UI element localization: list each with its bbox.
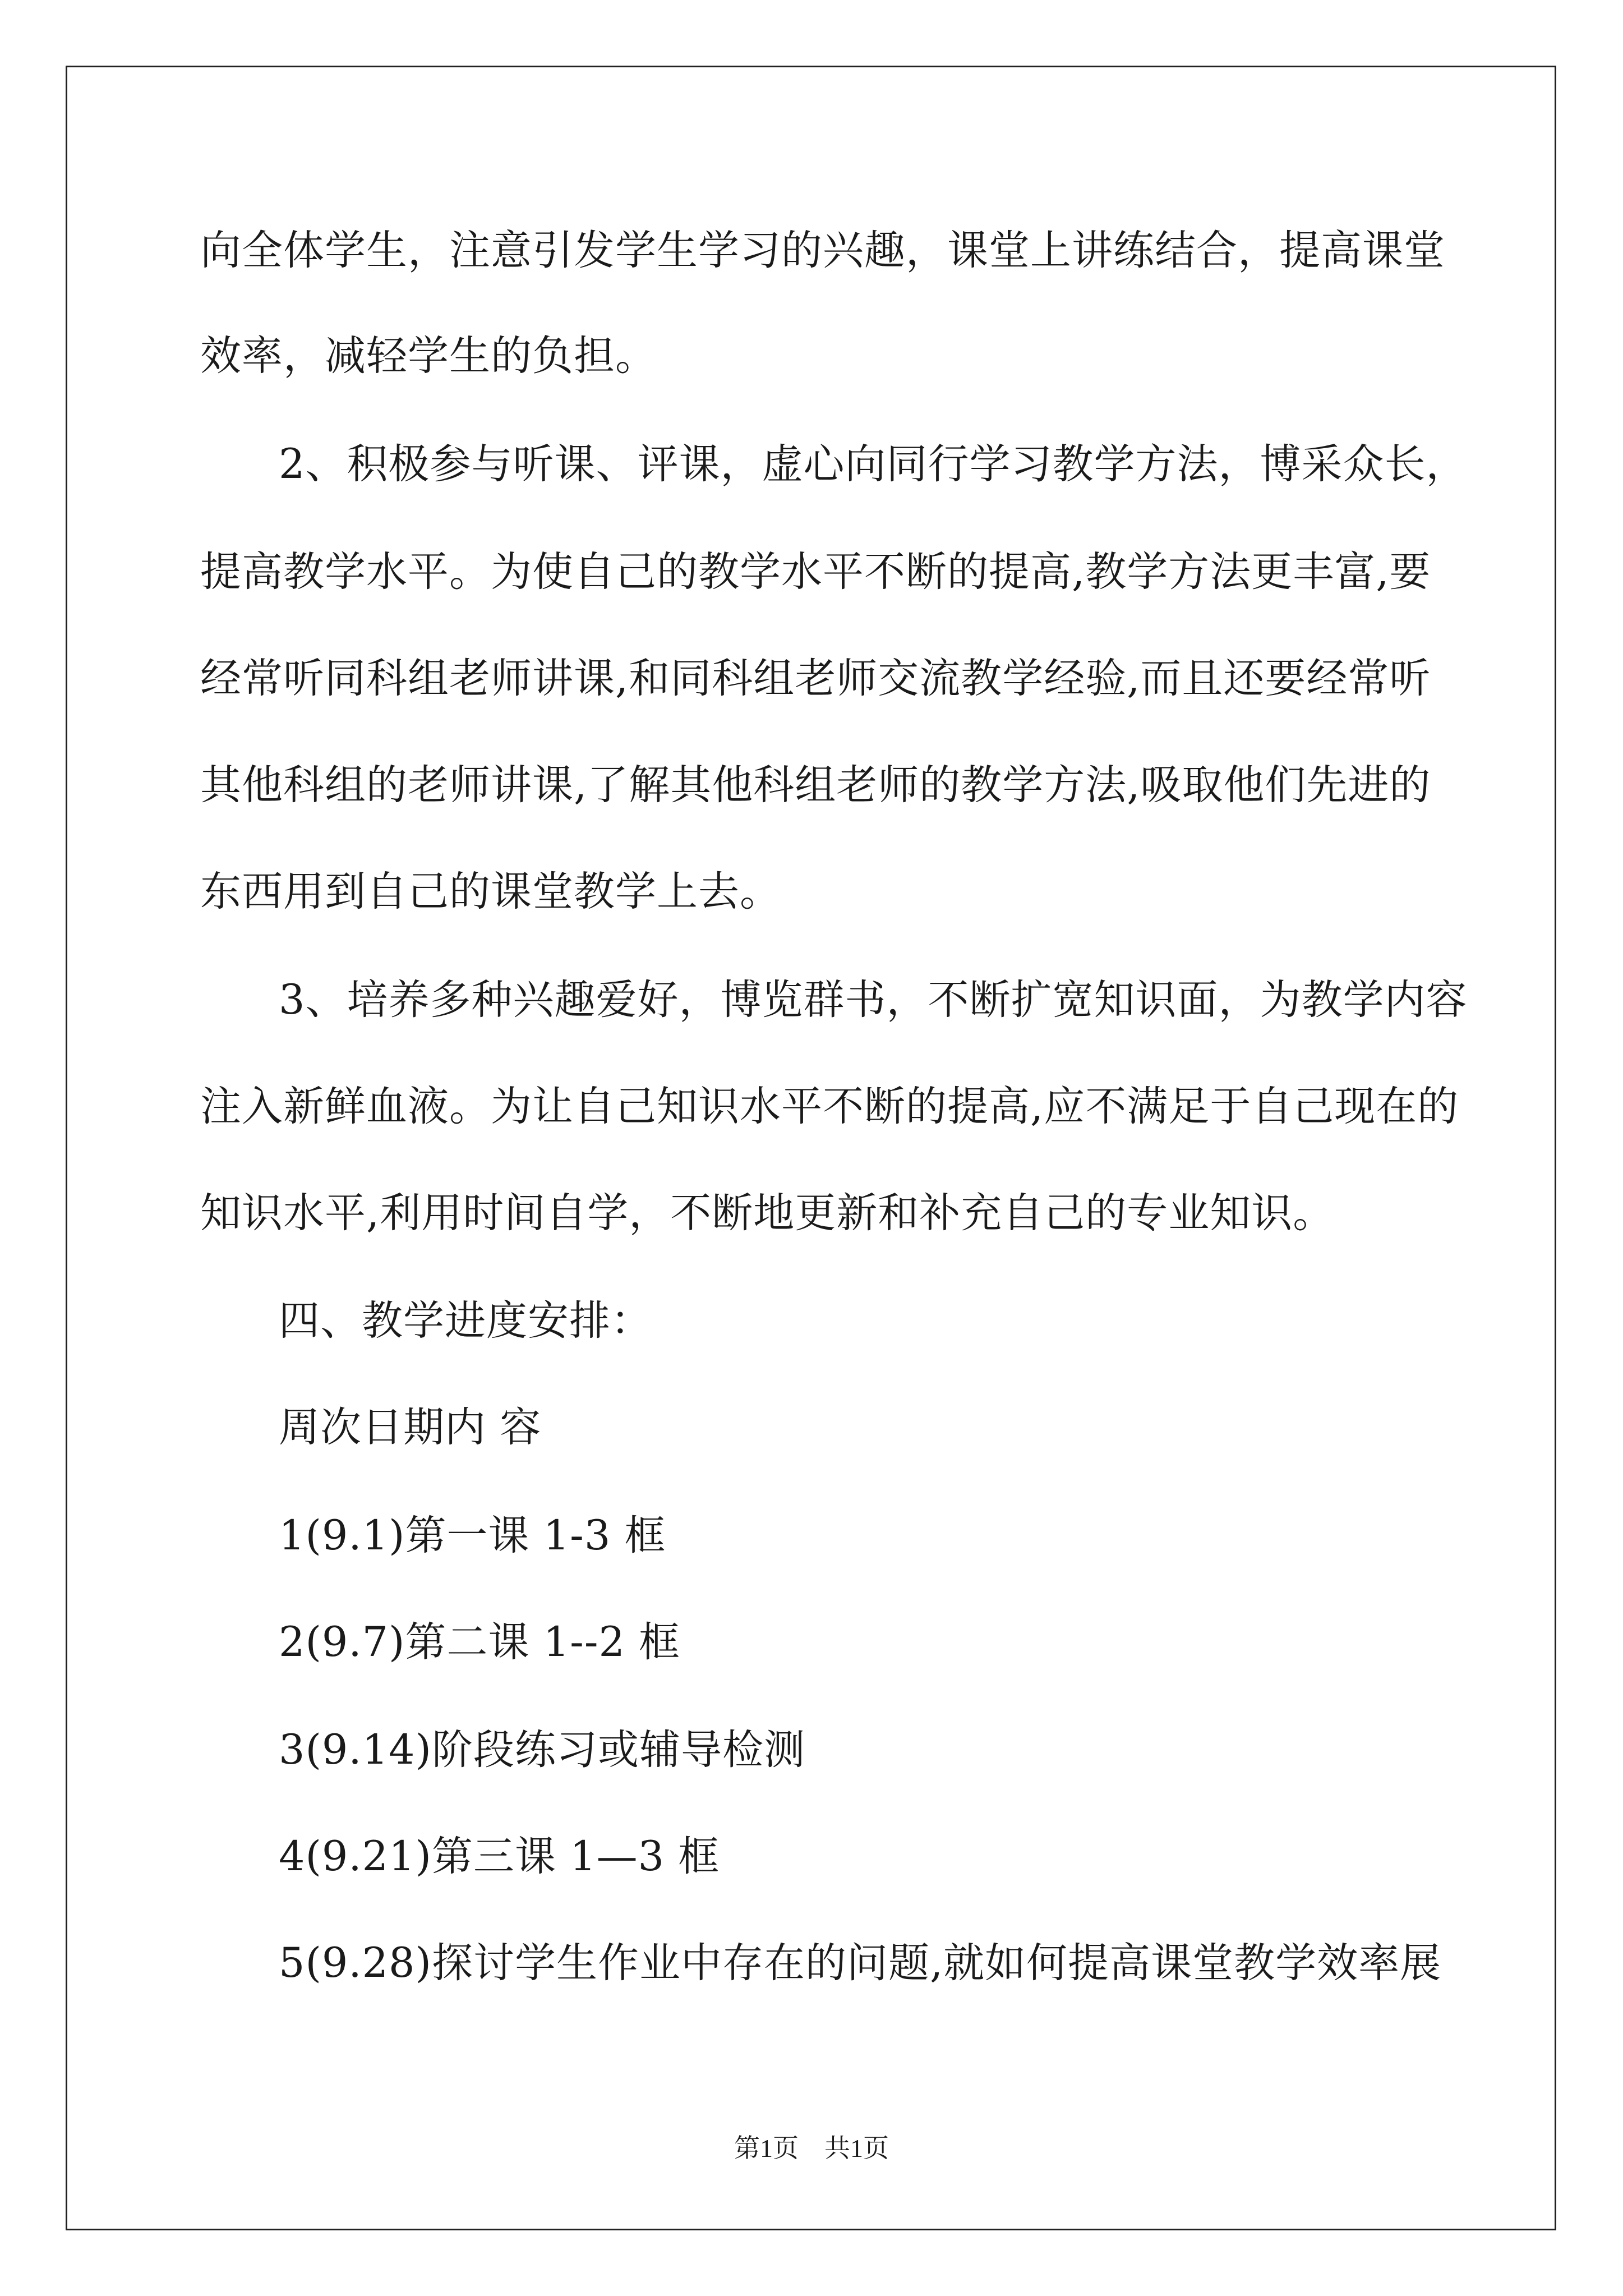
section-heading: 四、教学进度安排： xyxy=(279,1297,652,1345)
body-text-line: 2、积极参与听课、评课，虚心向同行学习教学方法，博采众长， xyxy=(279,440,1468,488)
body-text-line: 3、培养多种兴趣爱好，博览群书，不断扩宽知识面，为教学内容 xyxy=(279,976,1468,1024)
body-text-line: 提高教学水平。为使自己的教学水平不断的提高,教学方法更丰富,要 xyxy=(200,548,1431,596)
schedule-row: 5(9.28)探讨学生作业中存在的问题,就如何提高课堂教学效率展 xyxy=(279,1939,1442,1987)
body-text-line: 注入新鲜血液。为让自己知识水平不断的提高,应不满足于自己现在的 xyxy=(200,1083,1459,1130)
body-text-line: 知识水平,利用时间自学，不断地更新和补充自己的专业知识。 xyxy=(200,1189,1335,1237)
schedule-row: 4(9.21)第三课 1—3 框 xyxy=(279,1833,720,1880)
body-text-line: 经常听同科组老师讲课,和同科组老师交流教学经验,而且还要经常听 xyxy=(200,655,1431,702)
schedule-row: 2(9.7)第二课 1--2 框 xyxy=(279,1618,681,1666)
page-number-footer: 第1页 共1页 xyxy=(734,2134,889,2162)
body-text-line: 东西用到自己的课堂教学上去。 xyxy=(200,868,781,915)
schedule-row: 1(9.1)第一课 1-3 框 xyxy=(279,1512,666,1559)
body-text-line: 其他科组的老师讲课,了解其他科组老师的教学方法,吸取他们先进的 xyxy=(200,761,1431,809)
schedule-row: 3(9.14)阶段练习或辅导检测 xyxy=(279,1726,805,1774)
body-text-line: 向全体学生，注意引发学生学习的兴趣，课堂上讲练结合，提高课堂 xyxy=(200,227,1445,274)
schedule-header: 周次日期内 容 xyxy=(279,1404,542,1451)
body-text-line: 效率，减轻学生的负担。 xyxy=(200,332,657,380)
